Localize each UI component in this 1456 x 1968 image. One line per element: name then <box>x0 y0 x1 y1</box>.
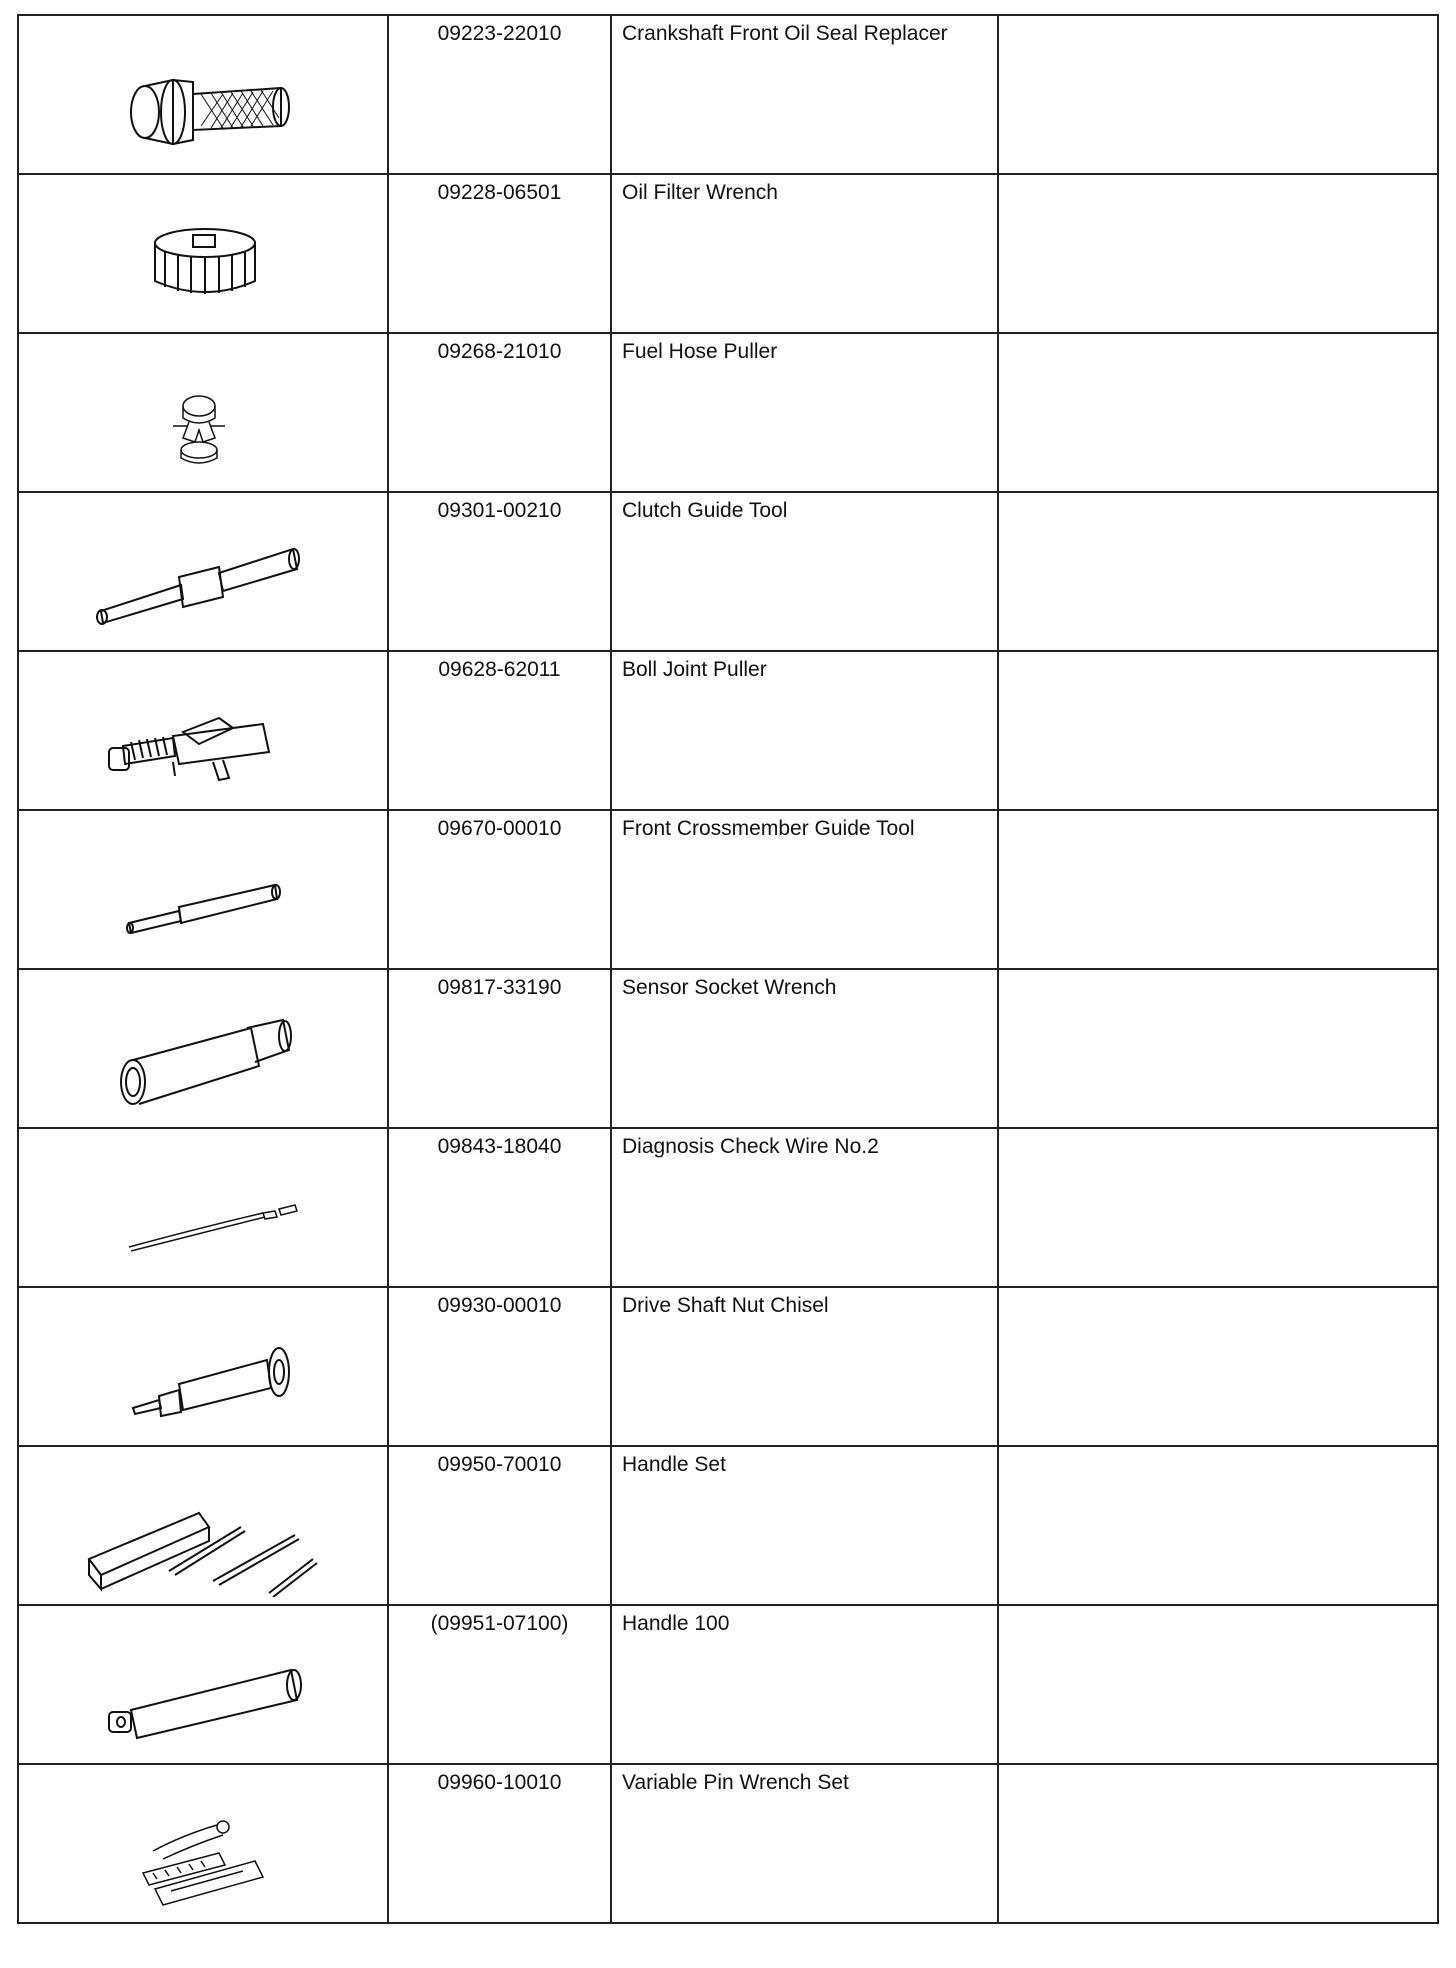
table-row <box>18 1605 1438 1764</box>
handle-100-icon <box>23 1606 383 1756</box>
clutch-guide-tool-icon <box>23 493 383 643</box>
table-row <box>18 1446 1438 1605</box>
notes-cell <box>998 333 1438 492</box>
part-number: 09950-70010 <box>437 1453 562 1476</box>
tool-name-cell <box>611 651 998 810</box>
tool-name: Variable Pin Wrench Set <box>622 1771 849 1794</box>
tool-name-cell <box>611 1446 998 1605</box>
part-number-cell <box>388 1287 611 1446</box>
table-row <box>18 15 1438 174</box>
tool-image-cell <box>18 15 388 174</box>
tool-name-cell <box>611 810 998 969</box>
part-number-cell <box>388 810 611 969</box>
notes-cell <box>998 651 1438 810</box>
part-number-cell <box>388 333 611 492</box>
part-number-cell <box>388 174 611 333</box>
notes-cell <box>998 492 1438 651</box>
part-number: 09628-62011 <box>438 658 561 681</box>
notes-cell <box>998 174 1438 333</box>
tool-image-cell <box>18 174 388 333</box>
tool-name-cell <box>611 492 998 651</box>
oil-seal-replacer-icon <box>23 16 383 166</box>
special-tools-table <box>17 14 1439 1924</box>
table-row <box>18 1128 1438 1287</box>
handle-set-icon <box>23 1447 383 1597</box>
table-row <box>18 651 1438 810</box>
crossmember-guide-tool-icon <box>23 811 383 961</box>
table-row <box>18 969 1438 1128</box>
tool-name: Handle 100 <box>622 1612 730 1635</box>
notes-cell <box>998 1764 1438 1923</box>
tool-name-cell <box>611 15 998 174</box>
tool-image-cell <box>18 492 388 651</box>
tool-image-cell <box>18 1128 388 1287</box>
tool-name: Diagnosis Check Wire No.2 <box>622 1135 879 1158</box>
tool-name: Handle Set <box>622 1453 726 1476</box>
part-number-cell <box>388 1446 611 1605</box>
part-number: 09670-00010 <box>437 817 562 840</box>
tool-image-cell <box>18 969 388 1128</box>
notes-cell <box>998 810 1438 969</box>
fuel-hose-puller-icon <box>23 334 383 484</box>
check-wire-icon <box>23 1129 383 1279</box>
table-row <box>18 174 1438 333</box>
part-number: 09301-00210 <box>437 499 562 522</box>
part-number-cell <box>388 492 611 651</box>
tool-name-cell <box>611 1287 998 1446</box>
table-row <box>18 810 1438 969</box>
tool-image-cell <box>18 651 388 810</box>
part-number: 09843-18040 <box>437 1135 562 1158</box>
pin-wrench-set-icon <box>23 1765 383 1915</box>
tool-name-cell <box>611 1128 998 1287</box>
tool-name-cell <box>611 174 998 333</box>
sensor-socket-wrench-icon <box>23 970 383 1120</box>
tool-image-cell <box>18 1605 388 1764</box>
tool-image-cell <box>18 810 388 969</box>
tool-name: Boll Joint Puller <box>622 658 767 681</box>
tool-name-cell <box>611 1605 998 1764</box>
nut-chisel-icon <box>23 1288 383 1438</box>
tool-name: Sensor Socket Wrench <box>622 976 837 999</box>
part-number: 09817-33190 <box>437 976 562 999</box>
notes-cell <box>998 1605 1438 1764</box>
tool-name: Drive Shaft Nut Chisel <box>622 1294 829 1317</box>
tool-name: Oil Filter Wrench <box>622 181 778 204</box>
part-number: 09960-10010 <box>437 1771 562 1794</box>
notes-cell <box>998 1128 1438 1287</box>
tool-image-cell <box>18 333 388 492</box>
oil-filter-wrench-icon <box>23 175 383 325</box>
notes-cell <box>998 1287 1438 1446</box>
part-number-cell <box>388 15 611 174</box>
notes-cell <box>998 969 1438 1128</box>
notes-cell <box>998 15 1438 174</box>
part-number-cell <box>388 1128 611 1287</box>
tool-name: Clutch Guide Tool <box>622 499 788 522</box>
table-row <box>18 492 1438 651</box>
tool-name-cell <box>611 333 998 492</box>
part-number: 09268-21010 <box>437 340 562 363</box>
notes-cell <box>998 1446 1438 1605</box>
tool-name: Front Crossmember Guide Tool <box>622 817 915 840</box>
table-row <box>18 333 1438 492</box>
tool-name-cell <box>611 1764 998 1923</box>
ball-joint-puller-icon <box>23 652 383 802</box>
part-number-cell <box>388 651 611 810</box>
part-number-cell <box>388 1605 611 1764</box>
part-number-cell <box>388 969 611 1128</box>
part-number: 09228-06501 <box>437 181 562 204</box>
tool-image-cell <box>18 1446 388 1605</box>
tool-image-cell <box>18 1764 388 1923</box>
part-number-cell <box>388 1764 611 1923</box>
part-number: 09930-00010 <box>437 1294 562 1317</box>
part-number: 09223-22010 <box>437 22 562 45</box>
part-number: (09951-07100) <box>430 1612 569 1635</box>
tool-name-cell <box>611 969 998 1128</box>
table-row <box>18 1287 1438 1446</box>
tool-image-cell <box>18 1287 388 1446</box>
tool-name: Fuel Hose Puller <box>622 340 778 363</box>
table-row <box>18 1764 1438 1923</box>
tool-name: Crankshaft Front Oil Seal Replacer <box>622 22 948 45</box>
